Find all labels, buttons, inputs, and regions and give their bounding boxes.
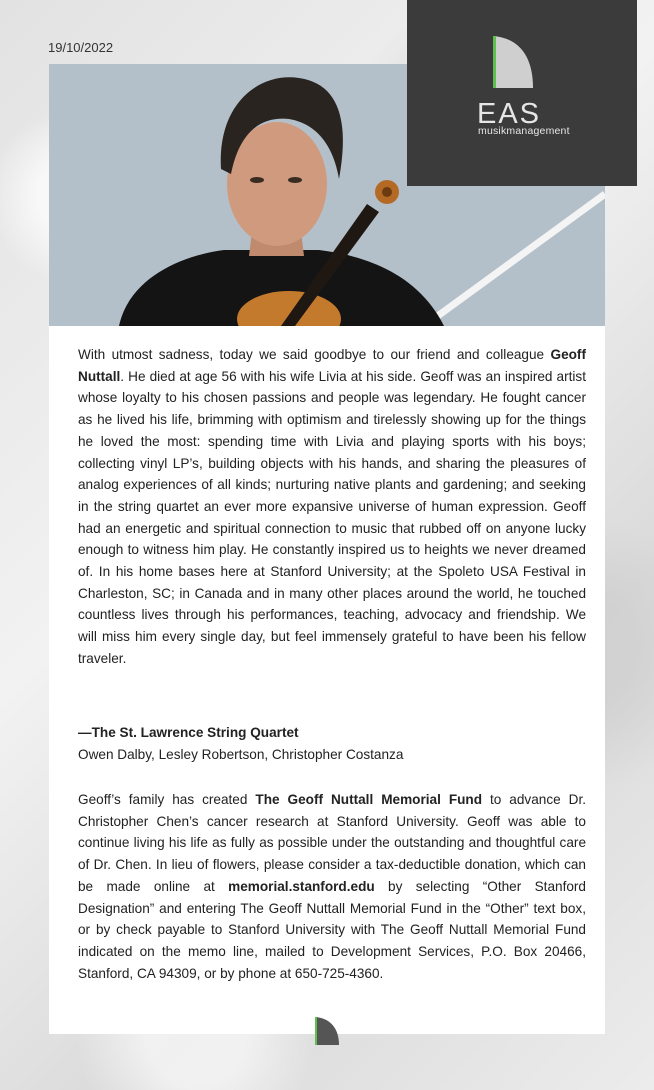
signature-members: Owen Dalby, Lesley Robertson, Christopher Costanza <box>78 746 404 762</box>
memorial-fund-paragraph <box>78 789 586 984</box>
footer-logo <box>313 1016 341 1051</box>
paragraph-text: by selecting “Other Stanford Designation” and entering The Geoff Nuttall Memorial Fund in the “Other” text box, or by check payable to Stanford University with The Geoff Nuttall Memorial Fund indicated on the memo line, mailed to Development Services, P.O. Box 20466, Stanford, CA 94309, or by phone at 650-725-4360. <box>78 878 586 981</box>
paragraph-text: . He died at age 56 with his wife Livia at his side. Geoff was an inspired artist whose loyalty to his chosen passions and people was legendary. He fought cancer as he lived his life, brimming with optimism and tirelessly showing up for the things he loved the most: spending time with Livia and playing sports with his boys; collecting vinyl LP’s, building objects with his hands, and sharing the pleasures of analog experiences of all kinds; nurturing native plants and gardening; and seeking in the string quartet an ever more expansive universe of human expression. Geoff had an energetic and spiritual connection to music that rubbed off on anyone lucky enough to witness him play. He constantly inspired us to heights we never dreamed of. In his home bases here at Stanford University; at the Spoleto USA Festival in Charleston, SC; in Canada and in many other places around the world, he touched countless lives through his performances, teaching, advocacy and friendship. We will miss him every single day, but feel immensely grateful to have been his fellow traveler. <box>78 368 586 666</box>
logo-subtitle: musikmanagement <box>478 125 570 137</box>
eas-logo-box <box>407 0 637 186</box>
person-name: Geoff Nuttall <box>78 347 586 384</box>
paragraph-text: to advance Dr. Christopher Chen’s cancer research at Stanford University. Geoff was able to continue living his life as fully as possible under the outstanding and thoughtful care of Dr. Chen. In lieu of flowers, please consider a tax-deductible donation, which can be made online at <box>78 792 587 894</box>
fund-name: The Geoff Nuttall Memorial Fund <box>255 792 483 807</box>
eas-logo-icon <box>483 34 541 92</box>
footer-logo-icon <box>313 1016 341 1046</box>
paragraph-text: Geoff’s family has created <box>78 792 256 807</box>
signature-group: —The St. Lawrence String Quartet <box>78 725 299 740</box>
donation-website: memorial.stanford.edu <box>228 878 375 894</box>
obituary-paragraph <box>78 344 586 670</box>
signature-block <box>78 722 586 765</box>
logo-name: EAS <box>477 98 542 130</box>
paragraph-text: With utmost sadness, today we said goodbye to our friend and colleague <box>78 347 551 362</box>
document-date: 19/10/2022 <box>48 40 114 55</box>
